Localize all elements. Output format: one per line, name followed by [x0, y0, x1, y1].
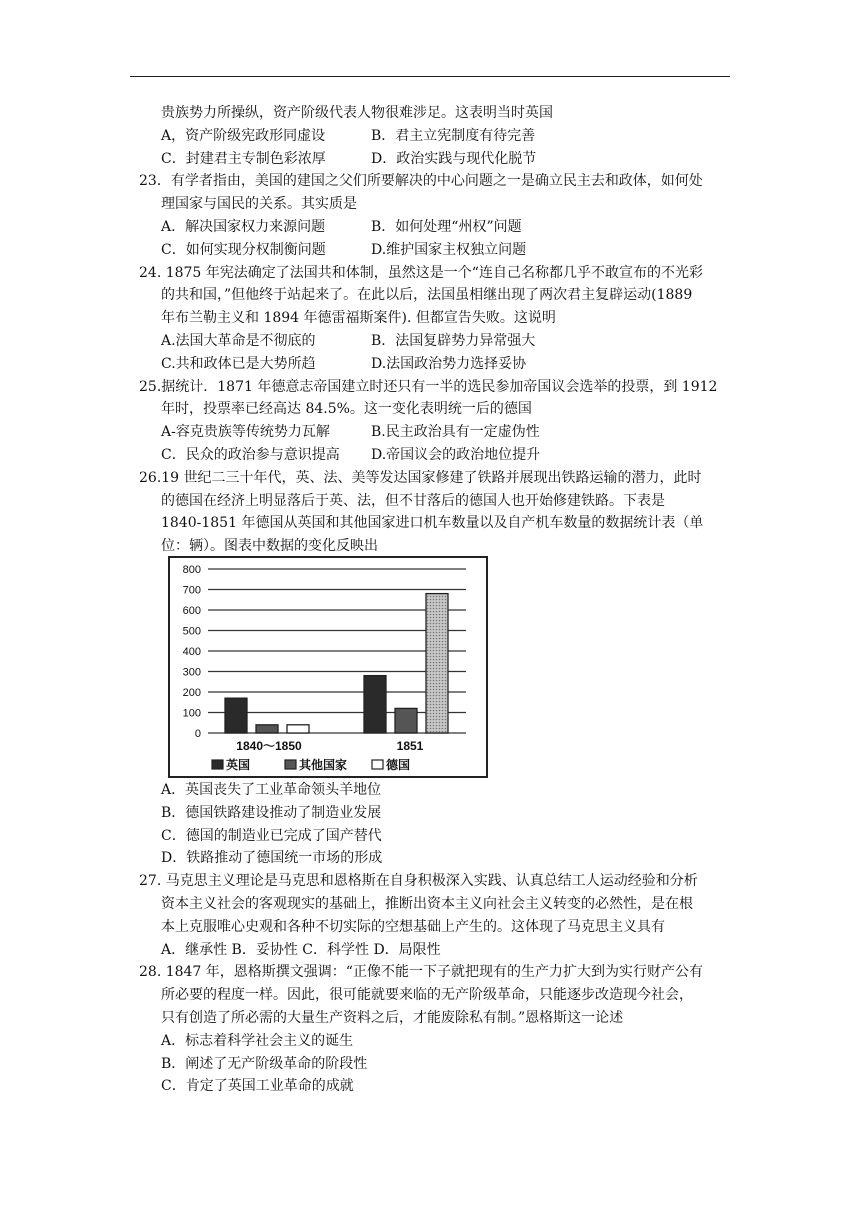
y-tick-label: 100 — [182, 707, 201, 720]
text-line: 资本主义社会的客观现实的基础上，推断出资本主义向社会主义转变的必然性，是在根 — [161, 896, 693, 912]
bar-其他国家-1851 — [395, 708, 417, 733]
answer-option: B．君主立宪制度有待完善 — [371, 127, 536, 144]
answer-option: B．法国复辟势力异常强大 — [371, 333, 536, 349]
legend-swatch — [285, 760, 296, 769]
text-line: 23．有学者指由，美国的建国之父们所要解决的中心问题之一是确立民主去和政体，如何处 — [139, 173, 703, 190]
answer-option: A-容克贵族等传统势力瓦解 — [161, 424, 330, 441]
text-line: 只有创造了所必需的大量生产资料之后，才能废除私有制。”恩格斯这一论述 — [161, 1010, 624, 1026]
x-category-label: 1851 — [396, 739, 424, 753]
legend-label: 英国 — [226, 758, 251, 772]
text-line: 年时，投票率已经高达 84.5%。这一变化表明统一后的德国 — [161, 401, 532, 418]
text-line: 27. 马克思主义理论是马克思和恩格斯在自身积极深入实践、认真总结工人运动经验和分析 — [139, 873, 698, 890]
legend-label: 德国 — [386, 758, 411, 772]
text-line: A．继承性 B．妥协性 C．科学性 D．局限性 — [161, 941, 441, 958]
answer-option: C．民众的政治参与意识提高 — [161, 447, 340, 463]
option-line — [161, 446, 540, 464]
y-tick-label: 700 — [182, 584, 201, 597]
bar-英国-1851 — [364, 676, 386, 733]
text-line: 所必要的程度一样。因此，很可能就要来临的无产阶级革命，只能逐步改造现今社会， — [161, 987, 693, 1004]
answer-option: B.民主政治具有一定虚伪性 — [371, 424, 540, 441]
header-rule — [130, 76, 730, 77]
answer-option: D.帝国议会的政治地位提升 — [371, 447, 541, 463]
y-tick-label: 400 — [182, 646, 201, 658]
y-tick-label: 500 — [182, 625, 201, 638]
answer-option: D.维护国家主权独立问题 — [371, 241, 527, 258]
x-category-label: 1840～1850 — [236, 739, 302, 753]
text-line: 25.据统计．1871 年德意志帝国建立时还只有一半的选民参加帝国议会选举的投票，到 1912 — [139, 378, 718, 395]
option-line — [161, 218, 522, 236]
legend-swatch — [212, 760, 223, 769]
text-line: B．德国铁路建设推动了制造业发展 — [161, 804, 382, 821]
answer-option: A．解决国家权力来源问题 — [161, 219, 326, 235]
option-line — [161, 127, 535, 145]
bar-其他国家-1840～1850 — [256, 725, 278, 733]
text-line: 的共和国，”但他终于站起来了。在此以后，法国虽相继出现了两次君主复辟运动(1889 — [161, 287, 693, 304]
text-line: C．肯定了英国工业革命的成就 — [161, 1078, 354, 1095]
answer-option: C.共和政体已是大势所趋 — [161, 355, 316, 372]
answer-option: C．封建君主专制色彩浓厚 — [161, 150, 326, 167]
option-line — [161, 241, 526, 259]
answer-option: D．政治实践与现代化脱节 — [371, 150, 537, 167]
text-line: 1840-1851 年德国从英国和其他国家进口机车数量以及自产机车数量的数据统计表（单 — [161, 515, 704, 532]
answer-option: A，资产阶级宪政形同虚设 — [161, 127, 326, 144]
answer-option: A.法国大革命是不彻底的 — [161, 333, 316, 349]
text-line: A．英国丧失了工业革命领头羊地位 — [161, 782, 382, 798]
answer-option: C．如何实现分权制衡问题 — [161, 241, 326, 258]
option-line — [161, 332, 535, 350]
legend-label: 其他国家 — [299, 758, 348, 772]
text-line: 理国家与国民的关系。其实质是 — [161, 196, 357, 213]
text-line: 位：辆）。图表中数据的变化反映出 — [161, 538, 378, 555]
y-tick-label: 200 — [182, 687, 201, 699]
answer-option: B．如何处理“州权”问题 — [371, 219, 522, 235]
text-line: 的德国在经济上明显落后于英、法，但不甘落后的德国人也开始修建铁路。下表是 — [161, 492, 665, 509]
y-tick-label: 800 — [182, 564, 201, 576]
locomotive-bar-chart — [168, 556, 488, 778]
y-tick-label: 0 — [194, 728, 201, 740]
answer-option: D.法国政治势力选择妥协 — [371, 355, 527, 372]
y-tick-label: 300 — [182, 666, 201, 679]
option-line — [161, 355, 526, 373]
text-line: 28. 1847 年，恩格斯撰文强调：“正像不能一下子就把现有的生产力扩大到为实行财产公有 — [139, 964, 703, 981]
bar-德国-1840～1850 — [287, 725, 309, 733]
y-tick-label: 600 — [182, 605, 201, 617]
text-line: D．铁路推动了德国统一市场的形成 — [161, 850, 383, 867]
text-line: A．标志着科学社会主义的诞生 — [161, 1032, 354, 1049]
legend-swatch — [372, 760, 383, 769]
option-line — [161, 150, 536, 168]
text-line: C．德国的制造业已完成了国产替代 — [161, 827, 382, 844]
bar-英国-1840～1850 — [225, 698, 247, 733]
text-line: 贵族势力所操纵，资产阶级代表人物很难涉足。这表明当时英国 — [161, 105, 553, 121]
text-line: 24. 1875 年宪法确定了法国共和体制，虽然这是一个“连自己名称都几乎不敢宣布的不光彩 — [139, 264, 703, 281]
text-line: 年布兰勒主义和 1894 年德雷福斯案件). 但都宣告失败。这说明 — [161, 310, 556, 327]
text-line: 本上克服唯心史观和各种不切实际的空想基础上产生的。这体现了马克思主义具有 — [161, 918, 665, 935]
option-line — [161, 423, 540, 441]
text-line: 26.19 世纪二三十年代，英、法、美等发达国家修建了铁路并展现出铁路运输的潜力，此时 — [139, 469, 702, 486]
bar-德国-1851 — [426, 594, 448, 733]
text-line: B．阐述了无产阶级革命的阶段性 — [161, 1055, 368, 1072]
